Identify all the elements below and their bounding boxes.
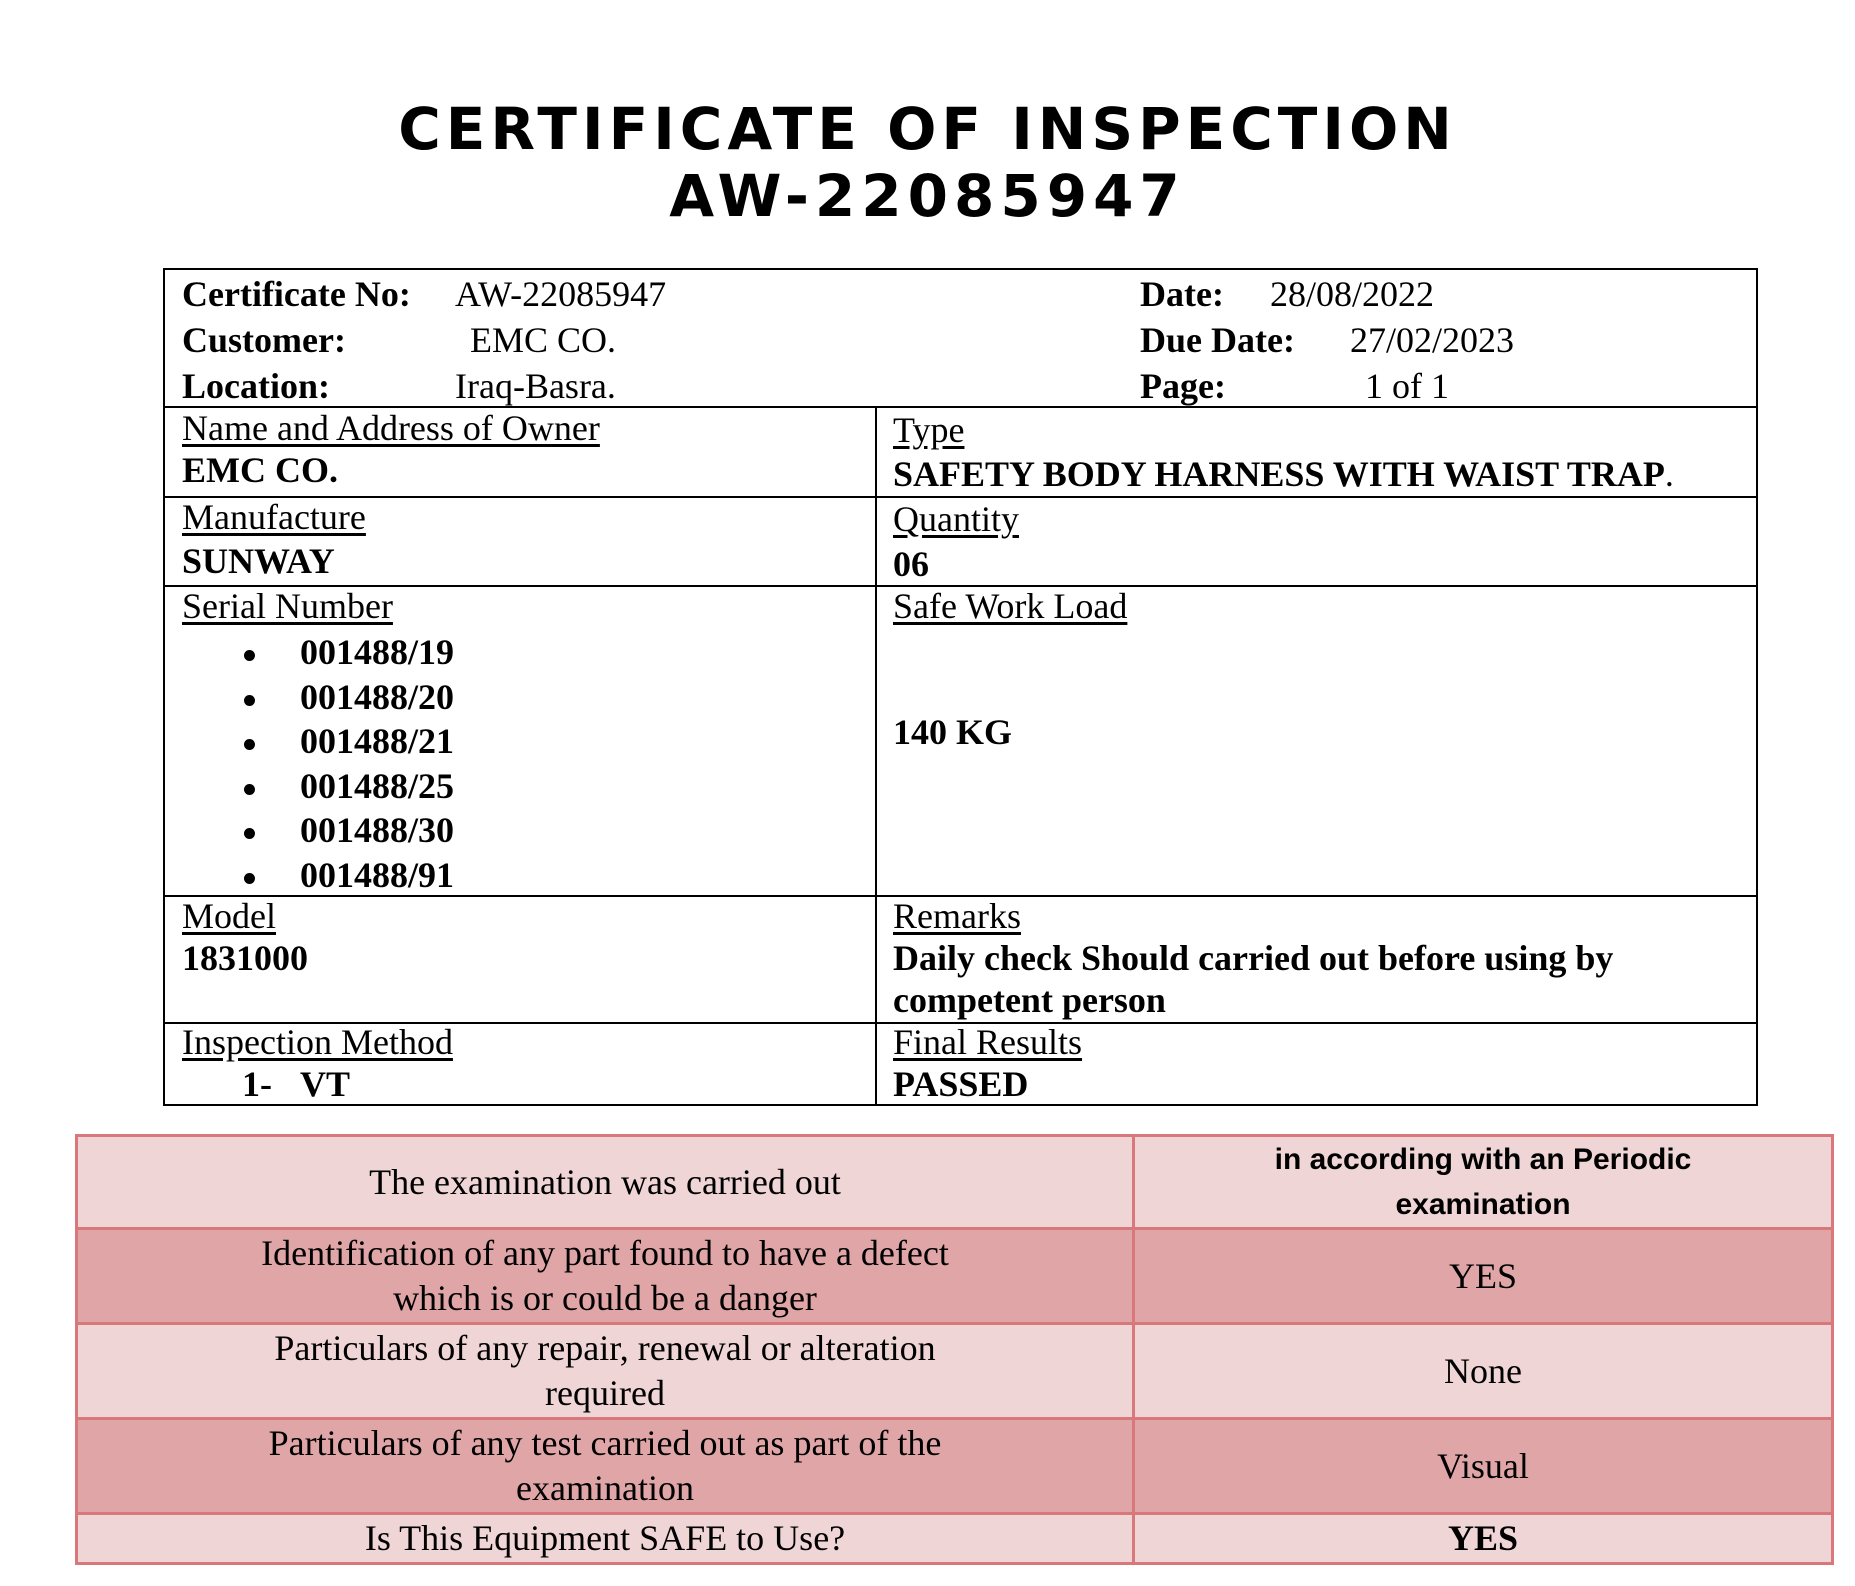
remarks-line2: competent person xyxy=(893,980,1166,1020)
examination-table xyxy=(75,1134,1834,1565)
question-line2: which is or could be a danger xyxy=(393,1278,817,1318)
bullet-icon xyxy=(244,828,255,839)
bullet-icon xyxy=(244,695,255,706)
type-value-line xyxy=(893,454,1674,494)
certificate-no-value: AW-22085947 xyxy=(455,274,667,314)
answer-line1: in according with an Periodic xyxy=(1274,1143,1692,1176)
serial-number-item: 001488/19 xyxy=(300,632,455,672)
inspection-method-label: Inspection Method xyxy=(182,1022,453,1062)
question-cell xyxy=(77,1136,1134,1229)
remarks-line1: Daily check Should carried out before using by xyxy=(893,938,1614,978)
question-line1: Particulars of any repair, renewal or alteration xyxy=(274,1328,936,1368)
manufacture-label: Manufacture xyxy=(182,497,366,537)
safe-work-load-value: 140 KG xyxy=(893,712,1013,752)
final-results-label: Final Results xyxy=(893,1022,1083,1062)
answer-cell xyxy=(1134,1229,1833,1324)
table-row xyxy=(77,1229,1833,1324)
column-divider xyxy=(875,406,877,1106)
answer-cell xyxy=(1134,1136,1833,1229)
answer-cell xyxy=(1134,1324,1833,1419)
answer-line2: examination xyxy=(1395,1188,1571,1221)
due-date-label: Due Date: xyxy=(1140,320,1295,360)
question-text: The examination was carried out xyxy=(369,1161,841,1202)
customer-value: EMC CO. xyxy=(470,320,617,360)
answer-cell xyxy=(1134,1514,1833,1564)
quantity-label: Quantity xyxy=(893,499,1019,539)
question-line2: examination xyxy=(516,1468,694,1508)
question-cell xyxy=(77,1514,1134,1564)
question-cell xyxy=(77,1324,1134,1419)
answer-text: YES xyxy=(1448,1255,1517,1296)
owner-label: Name and Address of Owner xyxy=(182,408,600,448)
date-value: 28/08/2022 xyxy=(1270,274,1435,314)
certificate-title-number: AW-22085947 xyxy=(669,162,1186,230)
manufacture-value: SUNWAY xyxy=(182,541,335,581)
table-row xyxy=(77,1324,1833,1419)
question-cell xyxy=(77,1229,1134,1324)
bullet-icon xyxy=(244,784,255,795)
question-cell xyxy=(77,1419,1134,1514)
inspection-method-value: VT xyxy=(300,1064,351,1104)
model-label: Model xyxy=(182,896,276,936)
table-row xyxy=(77,1136,1833,1229)
question-line1: Identification of any part found to have a defect xyxy=(261,1233,949,1273)
divider xyxy=(165,496,1756,498)
page-value: 1 of 1 xyxy=(1365,366,1449,406)
serial-number-item: 001488/91 xyxy=(300,855,455,895)
answer-text: None xyxy=(1444,1350,1522,1391)
final-results-value: PASSED xyxy=(893,1064,1029,1104)
answer-text: Visual xyxy=(1437,1445,1529,1486)
customer-label: Customer: xyxy=(182,320,346,360)
owner-value: EMC CO. xyxy=(182,450,338,490)
certificate-no-label: Certificate No: xyxy=(182,274,411,314)
table-row xyxy=(77,1514,1833,1564)
page-label: Page: xyxy=(1140,366,1226,406)
quantity-value: 06 xyxy=(893,544,929,584)
question-line1: Particulars of any test carried out as part of the xyxy=(268,1423,942,1463)
safe-work-load-label: Safe Work Load xyxy=(893,586,1128,626)
serial-number-label: Serial Number xyxy=(182,586,393,626)
model-value: 1831000 xyxy=(182,938,308,978)
serial-number-item: 001488/20 xyxy=(300,677,455,717)
type-value: SAFETY BODY HARNESS WITH WAIST TRAP xyxy=(893,454,1665,494)
due-date-value: 27/02/2023 xyxy=(1350,320,1515,360)
table-row xyxy=(77,1419,1833,1514)
serial-number-item: 001488/25 xyxy=(300,766,455,806)
serial-number-item: 001488/30 xyxy=(300,810,455,850)
date-label: Date: xyxy=(1140,274,1224,314)
location-label: Location: xyxy=(182,366,330,406)
bullet-icon xyxy=(244,739,255,750)
remarks-label: Remarks xyxy=(893,896,1021,936)
type-label: Type xyxy=(893,410,965,450)
certificate-details-box xyxy=(163,268,1758,1106)
bullet-icon xyxy=(244,873,255,884)
certificate-title: CERTIFICATE OF INSPECTION xyxy=(398,95,1457,163)
inspection-method-number: 1- xyxy=(242,1064,272,1104)
serial-number-item: 001488/21 xyxy=(300,721,455,761)
answer-cell xyxy=(1134,1419,1833,1514)
question-line2: required xyxy=(545,1373,665,1413)
question-text: Is This Equipment SAFE to Use? xyxy=(364,1518,846,1558)
bullet-icon xyxy=(244,650,255,661)
type-value-period: . xyxy=(1664,454,1674,494)
answer-text: YES xyxy=(1447,1518,1519,1558)
location-value: Iraq-Basra. xyxy=(455,366,616,406)
